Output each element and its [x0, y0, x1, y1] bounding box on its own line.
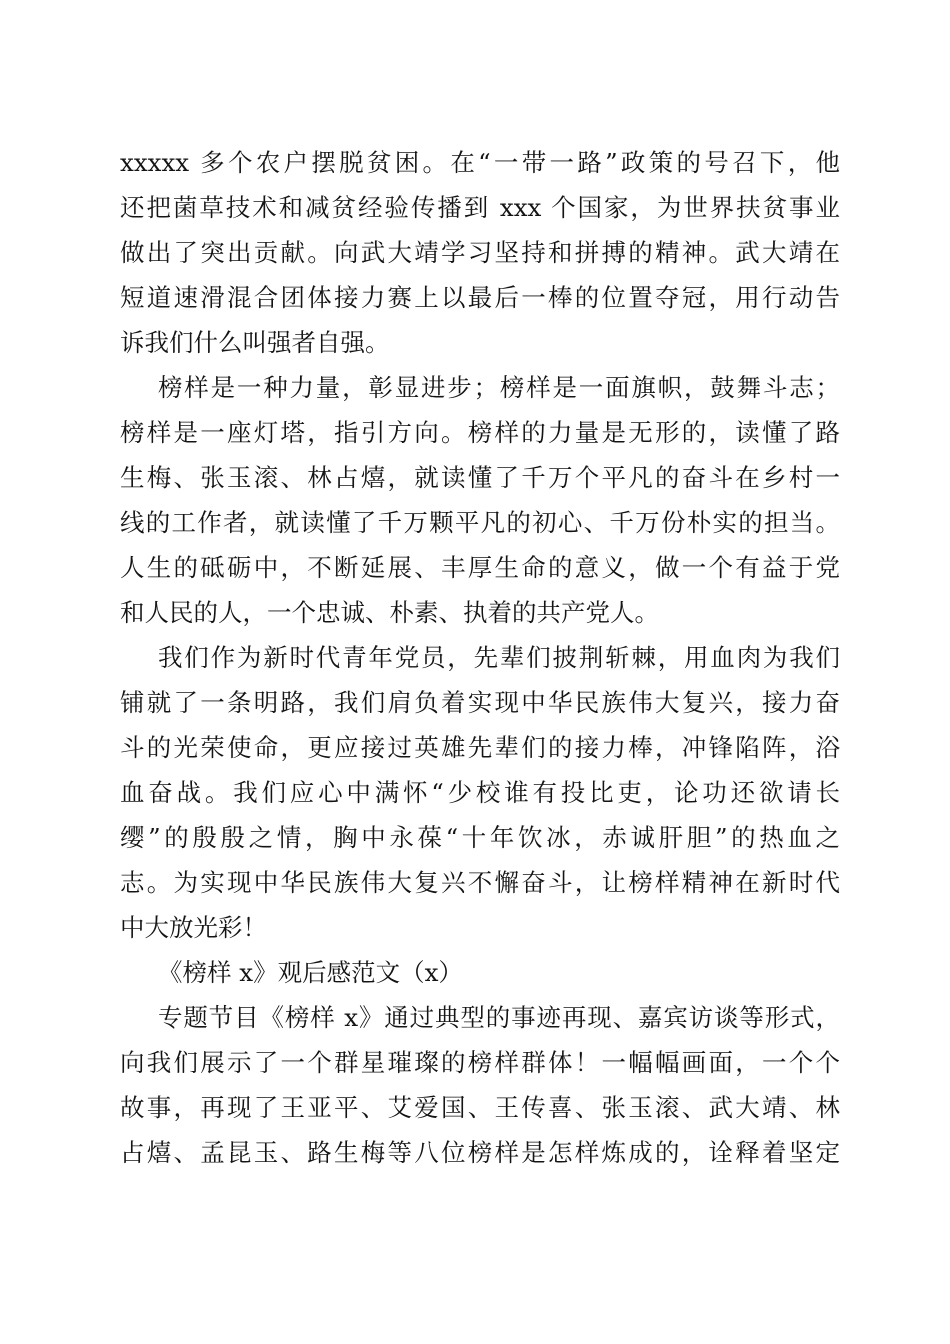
body-text-line: 志。为实现中华民族伟大复兴不懈奋斗，让榜样精神在新时代	[120, 868, 840, 897]
paragraph-first-line: 我们作为新时代青年党员，先辈们披荆斩棘，用血肉为我们	[158, 643, 840, 672]
body-text-line: 还把菌草技术和减贫经验传播到 xxx 个国家，为世界扶贫事业	[120, 193, 840, 222]
body-text-line: 缨”的殷殷之情，胸中永葆“十年饮冰，赤诚肝胆”的热血之	[120, 823, 840, 852]
body-text-line: xxxxx 多个农户摆脱贫困。在“一带一路”政策的号召下，他	[120, 148, 840, 177]
body-text-line: 中大放光彩！	[120, 913, 267, 942]
body-text-line: 和人民的人，一个忠诚、朴素、执着的共产党人。	[120, 598, 659, 627]
body-text-line: 人生的砥砺中，不断延展、丰厚生命的意义，做一个有益于党	[120, 553, 840, 582]
body-text-line: 斗的光荣使命，更应接过英雄先辈们的接力棒，冲锋陷阵，浴	[120, 733, 840, 762]
body-text-line: 榜样是一座灯塔，指引方向。榜样的力量是无形的，读懂了路	[120, 418, 840, 447]
paragraph-first-line: 专题节目《榜样 x》通过典型的事迹再现、嘉宾访谈等形式，	[158, 1003, 840, 1032]
body-text-line: 线的工作者，就读懂了千万颗平凡的初心、千万份朴实的担当。	[120, 508, 840, 537]
body-text-line: 故事，再现了王亚平、艾爱国、王传喜、张玉滚、武大靖、林	[120, 1093, 840, 1122]
body-text-line: 做出了突出贡献。向武大靖学习坚持和拼搏的精神。武大靖在	[120, 238, 840, 267]
body-text-line: 诉我们什么叫强者自强。	[120, 328, 390, 357]
body-text-line: 短道速滑混合团体接力赛上以最后一棒的位置夺冠，用行动告	[120, 283, 840, 312]
body-text-line: 血奋战。我们应心中满怀“少校谁有投比吏，论功还欲请长	[120, 778, 840, 807]
body-text-line: 占熺、孟昆玉、路生梅等八位榜样是怎样炼成的，诠释着坚定	[120, 1138, 840, 1167]
paragraph-first-line: 榜样是一种力量，彰显进步；榜样是一面旗帜，鼓舞斗志；	[158, 373, 840, 402]
body-text-line: 生梅、张玉滚、林占熺，就读懂了千万个平凡的奋斗在乡村一	[120, 463, 840, 492]
body-text-line: 铺就了一条明路，我们肩负着实现中华民族伟大复兴，接力奋	[120, 688, 840, 717]
body-text-line: 向我们展示了一个群星璀璨的榜样群体！一幅幅画面，一个个	[120, 1048, 840, 1077]
section-heading: 《榜样 x》观后感范文（x）	[158, 958, 463, 987]
